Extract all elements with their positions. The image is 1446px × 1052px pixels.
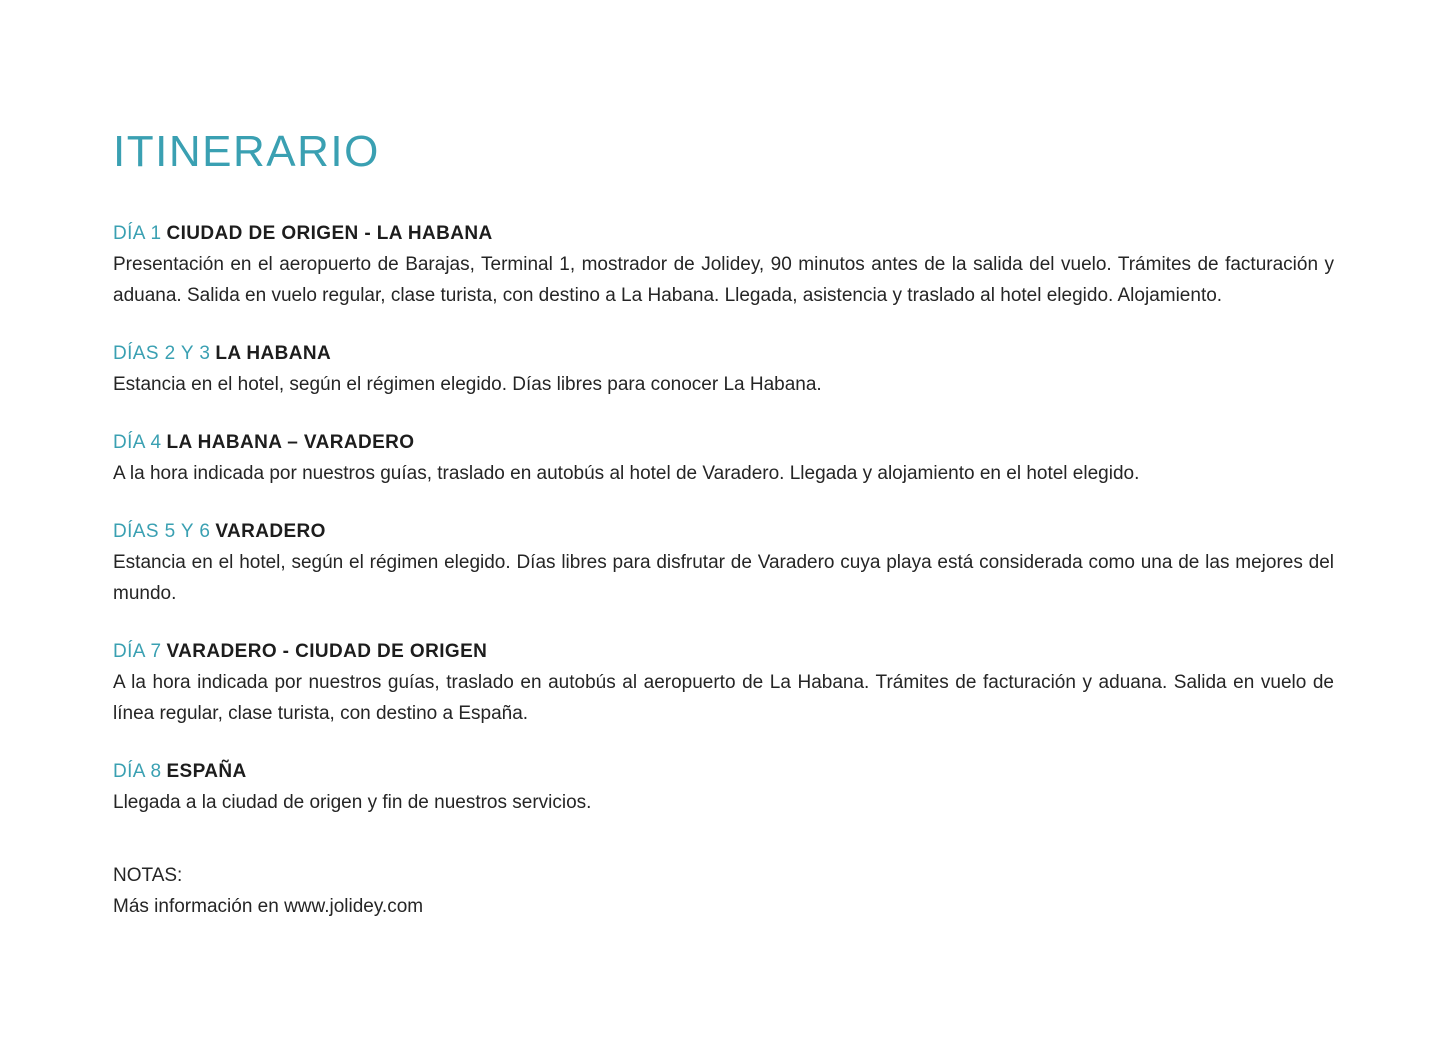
section-body: Llegada a la ciudad de origen y fin de nuestros servicios. xyxy=(113,792,592,813)
itinerary-section-day-4 xyxy=(113,427,1334,489)
section-body: Estancia en el hotel, según el régimen elegido. Días libres para conocer La Habana. xyxy=(113,374,822,395)
itinerary-section-days-2-3 xyxy=(113,338,1334,400)
section-route-title: ESPAÑA xyxy=(166,761,247,782)
day-label: DÍAS 5 Y 6 xyxy=(113,521,211,542)
section-body: Presentación en el aeropuerto de Barajas, Terminal 1, mostrador de Jolidey, 90 minutos antes de la salida del vuelo. Trámites de facturación y aduana. Salida en vuelo regular, clase turista, con destino a La Habana. Llegada, asistencia y traslado al hotel elegido. Alojamiento. xyxy=(113,254,1334,306)
section-heading xyxy=(113,516,1334,547)
section-route-title: VARADERO - CIUDAD DE ORIGEN xyxy=(166,641,488,662)
section-route-title: CIUDAD DE ORIGEN - LA HABANA xyxy=(166,223,493,244)
section-body: A la hora indicada por nuestros guías, traslado en autobús al aeropuerto de La Habana. Trámites de facturación y aduana. Salida en vuelo de línea regular, clase turista, con destino a España. xyxy=(113,672,1334,724)
itinerary-section-day-7 xyxy=(113,636,1334,729)
section-heading xyxy=(113,636,1334,667)
section-route-title: LA HABANA – VARADERO xyxy=(166,432,415,453)
notes-block xyxy=(113,860,1334,922)
section-body: A la hora indicada por nuestros guías, traslado en autobús al hotel de Varadero. Llegada y alojamiento en el hotel elegido. xyxy=(113,463,1140,484)
day-label: DÍA 4 xyxy=(113,432,162,453)
section-route-title: VARADERO xyxy=(215,521,326,542)
page-title: ITINERARIO xyxy=(113,127,380,176)
itinerary-section-day-8 xyxy=(113,756,1334,818)
section-route-title: LA HABANA xyxy=(215,343,332,364)
section-heading xyxy=(113,756,1334,787)
notes-label: NOTAS: xyxy=(113,865,183,886)
itinerary-section-days-5-6 xyxy=(113,516,1334,609)
day-label: DÍA 7 xyxy=(113,641,162,662)
day-label: DÍA 1 xyxy=(113,223,162,244)
notes-text: Más información en www.jolidey.com xyxy=(113,896,424,917)
section-heading xyxy=(113,427,1334,458)
section-heading xyxy=(113,218,1334,249)
itinerary-section-day-1 xyxy=(113,218,1334,311)
section-body: Estancia en el hotel, según el régimen elegido. Días libres para disfrutar de Varadero cuya playa está considerada como una de las mejores del mundo. xyxy=(113,552,1334,604)
section-heading xyxy=(113,338,1334,369)
day-label: DÍAS 2 Y 3 xyxy=(113,343,211,364)
day-label: DÍA 8 xyxy=(113,761,162,782)
